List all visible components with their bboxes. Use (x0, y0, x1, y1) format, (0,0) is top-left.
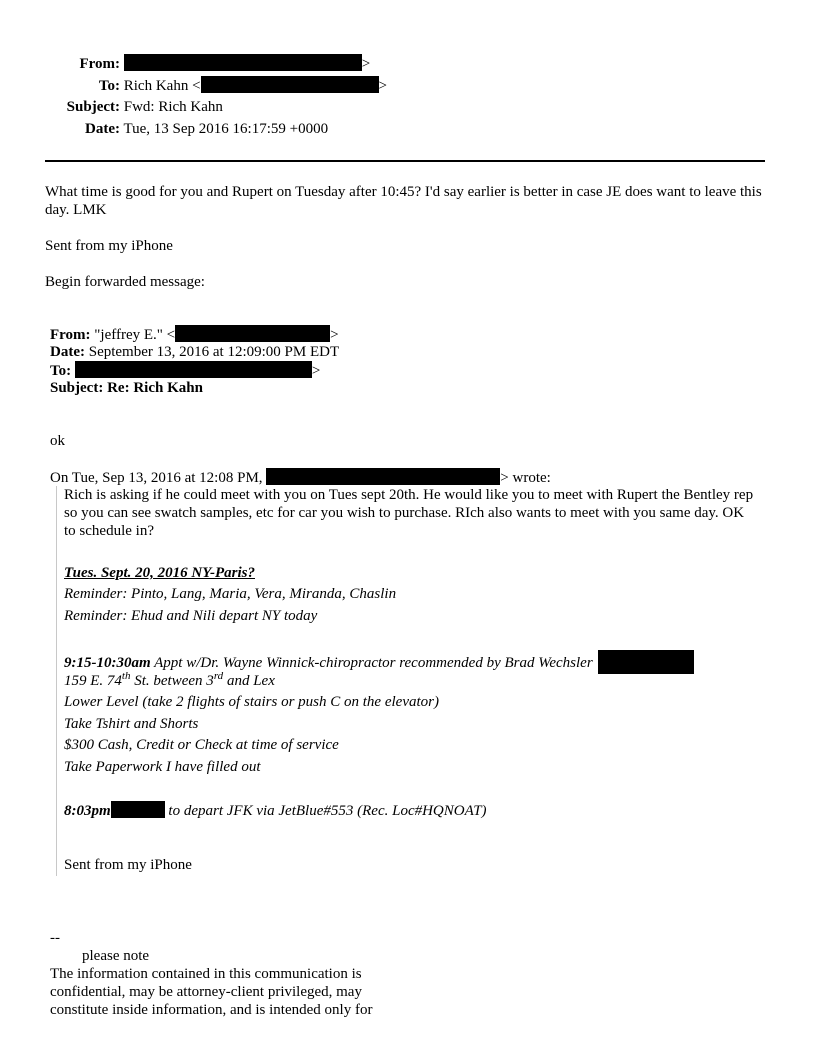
address-part: St. between 3 (130, 673, 214, 689)
from-label: From: (79, 56, 120, 72)
fwd-subject: Subject: Re: Rich Kahn (50, 380, 203, 396)
on-prefix: On Tue, Sep 13, 2016 at 12:08 PM, (50, 470, 263, 486)
quote-bar (56, 486, 57, 876)
redaction-bar (598, 650, 694, 674)
schedule-title: Tues. Sept. 20, 2016 NY-Paris? (64, 565, 255, 581)
depart-line (64, 801, 487, 820)
redaction-bar (111, 801, 165, 818)
reminder-1: Reminder: Pinto, Lang, Maria, Vera, Miranda, Chaslin (64, 586, 397, 602)
please-note: please note (82, 948, 150, 964)
appt-line (64, 650, 694, 674)
fwd-to-suffix: > (311, 363, 321, 379)
reply-ok: ok (50, 433, 65, 449)
disclaimer-line-2: confidential, may be attorney-client privileged, may (50, 984, 362, 1000)
header-from-row (0, 54, 370, 73)
lower-level-line: Lower Level (take 2 flights of stairs or push C on the elevator) (64, 694, 439, 710)
address-part: 159 E. 74 (64, 673, 122, 689)
to-name: Rich Kahn < (123, 78, 201, 94)
address-line (64, 672, 275, 690)
redaction-bar (124, 54, 362, 71)
fwd-from-value: "jeffrey E." < (94, 327, 176, 343)
redaction-bar (266, 468, 500, 485)
appt-time: 9:15-10:30am (64, 655, 151, 671)
fwd-date-row (50, 343, 339, 361)
body-paragraph: What time is good for you and Rupert on Tuesday after 10:45? I'd say earlier is better in case JE does want to leave this day. LMK (45, 184, 762, 218)
depart-text: to depart JFK via JetBlue#553 (Rec. Loc#HQNOAT) (164, 803, 487, 819)
address-sup: th (121, 670, 131, 682)
from-suffix: > (361, 56, 371, 72)
header-to-row (0, 76, 387, 95)
on-wrote-line (50, 468, 551, 487)
paperwork-line: Take Paperwork I have filled out (64, 759, 261, 775)
disclaimer-line-3: constitute inside information, and is intended only for (50, 1002, 373, 1018)
date-label: Date: (85, 121, 120, 137)
sent-from-iphone: Sent from my iPhone (45, 238, 173, 254)
address-sup: rd (213, 670, 224, 682)
quoted-sent-from: Sent from my iPhone (64, 857, 192, 873)
redaction-bar (175, 325, 330, 342)
redaction-bar (75, 361, 312, 378)
header-divider (45, 160, 765, 162)
depart-time: 8:03pm (64, 803, 111, 819)
disclaimer-line-1: The information contained in this communication is (50, 966, 362, 982)
fwd-from-label: From: (50, 327, 91, 343)
header-subject-row (0, 98, 223, 116)
appt-text: Appt w/Dr. Wayne Winnick-chiropractor recommended by Brad Wechsler (150, 655, 593, 671)
fwd-to-row (50, 361, 320, 380)
to-label: To: (98, 78, 120, 94)
subject-label: Subject: (66, 99, 120, 115)
on-suffix: > wrote: (500, 470, 551, 486)
redaction-bar (201, 76, 379, 93)
to-suffix: > (378, 78, 387, 94)
tshirt-line: Take Tshirt and Shorts (64, 716, 199, 732)
fwd-date-value: September 13, 2016 at 12:09:00 PM EDT (88, 344, 340, 360)
fwd-from-row (50, 325, 339, 344)
reminder-2: Reminder: Ehud and Nili depart NY today (64, 608, 318, 624)
header-date-row (0, 120, 328, 138)
date-value: Tue, 13 Sep 2016 16:17:59 +0000 (123, 121, 329, 137)
address-part: and Lex (223, 673, 275, 689)
fwd-to-label: To: (50, 363, 72, 379)
fwd-date-label: Date: (50, 344, 85, 360)
signature-dashes: -- (50, 930, 60, 946)
subject-value: Fwd: Rich Kahn (123, 99, 223, 115)
payment-line: $300 Cash, Credit or Check at time of service (64, 737, 339, 753)
quoted-paragraph: Rich is asking if he could meet with you on Tues sept 20th. He would like you to meet with Rupert the Bentley rep so you can see swatch samples, etc for car you wish to purchase. RIch also wants to meet with you same day. OK to schedule in? (64, 487, 754, 539)
begin-forwarded: Begin forwarded message: (45, 274, 205, 290)
fwd-from-suffix: > (330, 327, 339, 343)
